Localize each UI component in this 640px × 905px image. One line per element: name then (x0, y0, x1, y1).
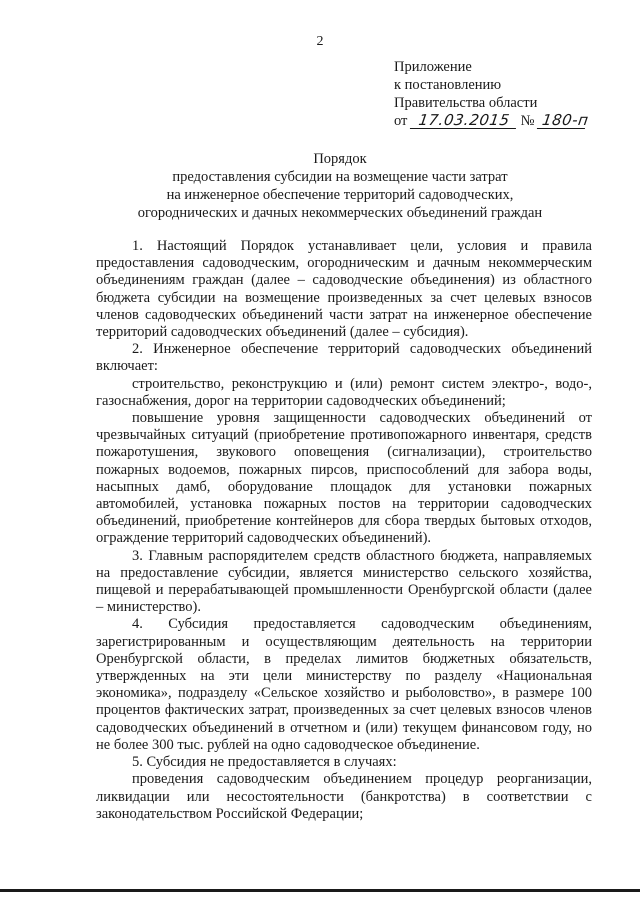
paragraph-4: 4. Субсидия предоставляется садоводческим объединениям, зарегистрированным и осуществляющим деятельность на территории Оренбургской области, в пределах лимитов бюджетных обязательств, утвержденных на эти цели министерству по разделу «Национальная экономика», подразделу «Сельское хозяйство и рыболовство», в размере 100 процентов фактических затрат, произведенных за счет целевых взносов членов садоводческих объединений в отчетном и (или) текущем финансовом году, но не более 300 тыс. рублей на одно садоводческое объединение. (96, 616, 592, 753)
appendix-block (394, 58, 590, 130)
paragraph-2-item-2: повышение уровня защищенности садоводческих объединений от чрезвычайных ситуаций (приобретение противопожарного инвентаря, средств пожаротушения, звукового оповещения (сигнализации), строительство пожарных водоемов, пожарных пирсов, приспособлений для забора воды, насыпных дамб, оборудование площадок для установки пожарных автомобилей, установка пожарных постов на территории садоводческих объединений, приобретение контейнеров для сбора твердых бытовых отходов, ограждение территорий садоводческих объединений). (96, 410, 592, 547)
page-number: 2 (316, 34, 324, 49)
handwritten-number: 180-п (537, 113, 587, 129)
paragraph-5: 5. Субсидия не предоставляется в случаях: (132, 754, 397, 771)
bottom-edge-line (0, 889, 640, 892)
title-heading: Порядок (313, 151, 367, 167)
paragraph-3: 3. Главным распорядителем средств областного бюджета, направляемых на предоставление субсидии, является министерство сельского хозяйства, пищевой и перерабатывающей промышленности Оренбургской области (далее – министерство). (96, 547, 592, 616)
title-line-2: на инженерное обеспечение территорий садоводческих, (166, 187, 514, 203)
document-title (0, 150, 640, 222)
appendix-line-2: к постановлению (394, 77, 502, 93)
paragraph-5-item-1: проведения садоводческим объединением процедур реорганизации, ликвидации или несостоятельности (банкротства) в соответствии с законодательством Российской Федерации; (96, 771, 592, 822)
paragraph-2: 2. Инженерное обеспечение территорий садоводческих объединений включает: (96, 341, 592, 375)
paragraph-2-item-1: строительство, реконструкцию и (или) ремонт систем электро-, водо-, газоснабжения, дорог на территории садоводческих объединений; (96, 375, 592, 409)
date-prefix: от (394, 113, 408, 129)
appendix-line-1: Приложение (394, 59, 472, 75)
appendix-line-3: Правительства области (394, 95, 538, 111)
paragraph-1: 1. Настоящий Порядок устанавливает цели, условия и правила предоставления садоводческим, огородническим и дачным некоммерческим объединениям граждан (далее – садоводческие объединения) из областного бюджета субсидии на возмещение произведенных за счет целевых взносов членов садоводческих объединений части затрат на инженерное обеспечение территорий садоводческих объединений (далее – субсидия). (96, 238, 592, 341)
appendix-date-line (394, 111, 590, 130)
number-prefix: № (520, 113, 535, 129)
handwritten-date: 17.03.2015 (410, 113, 518, 129)
title-line-3: огороднических и дачных некоммерческих объединений граждан (137, 205, 543, 221)
document-body (96, 238, 592, 823)
title-line-1: предоставления субсидии на возмещение части затрат (172, 169, 508, 185)
